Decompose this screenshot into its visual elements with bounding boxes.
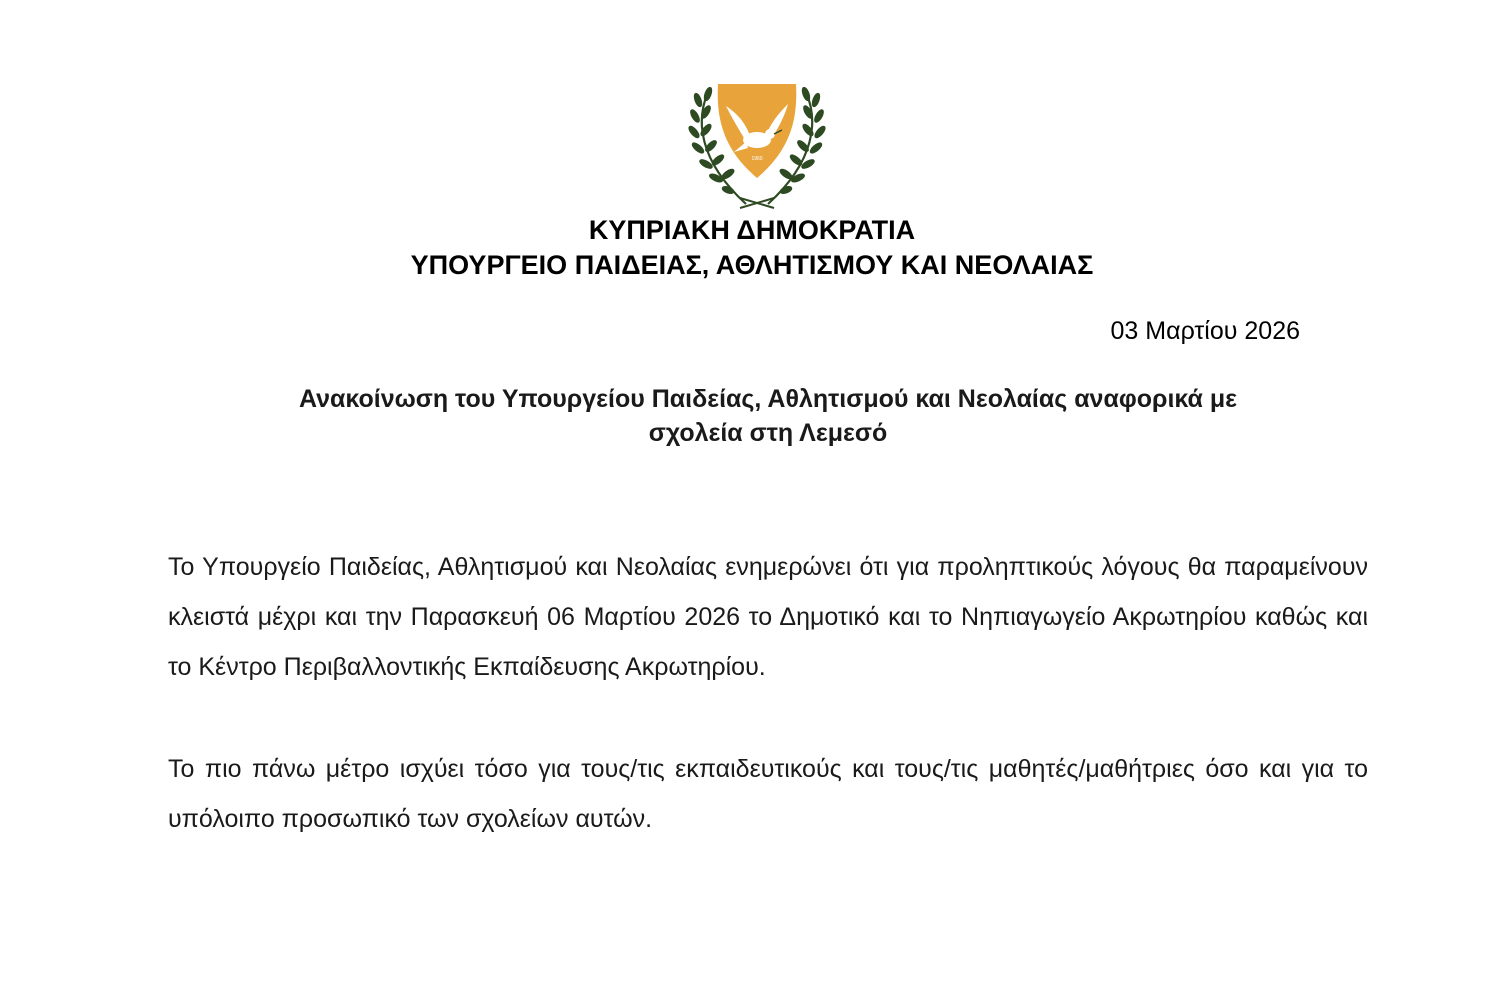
document-date: 03 Μαρτίου 2026 xyxy=(1110,317,1300,345)
country-title: ΚΥΠΡΙΑΚΗ ΔΗΜΟΚΡΑΤΙΑ xyxy=(588,215,916,245)
svg-text:1960: 1960 xyxy=(751,156,763,162)
ministry-title: ΥΠΟΥΡΓΕΙΟ ΠΑΙΔΕΙΑΣ, ΑΘΛΗΤΙΣΜΟΥ ΚΑΙ ΝΕΟΛΑΙΑΣ xyxy=(410,250,1094,280)
subject-line-2: σχολεία στη Λεμεσό xyxy=(648,419,888,447)
body-paragraph-1: Το Υπουργείο Παιδείας, Αθλητισμού και Νεολαίας ενημερώνει ότι για προληπτικούς λόγους θα παραμείνουν κλειστά μέχρι και την Παρασκευή 06 Μαρτίου 2026 το Δημοτικό και το Νηπιαγωγείο Ακρωτηρίου καθώς και το Κέντρο Περιβαλλοντικής Εκπαίδευσης Ακρωτηρίου. xyxy=(168,553,1368,681)
announcement-subject xyxy=(168,382,1368,450)
subject-line-1: Ανακοίνωση του Υπουργείου Παιδείας, Αθλητισμού και Νεολαίας αναφορικά με xyxy=(298,385,1237,413)
body-paragraph-2: Το πιο πάνω μέτρο ισχύει τόσο για τους/τις εκπαιδευτικούς και τους/τις μαθητές/μαθήτριες όσο και για το υπόλοιπο προσωπικό των σχολείων αυτών. xyxy=(168,755,1368,833)
cyprus-coat-of-arms-icon xyxy=(686,80,828,210)
